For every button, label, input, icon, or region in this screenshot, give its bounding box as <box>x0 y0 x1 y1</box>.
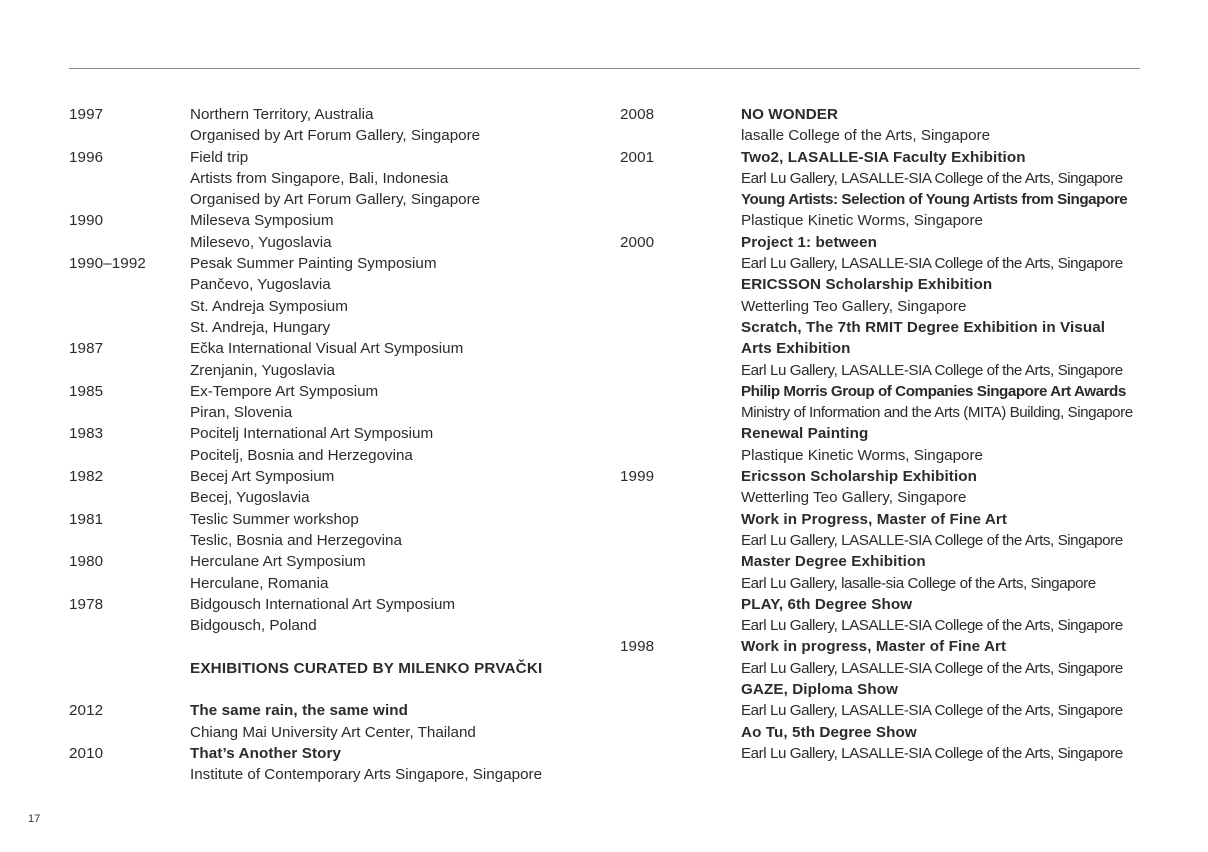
list-item <box>620 530 1200 551</box>
entry-year: 1987 <box>69 340 104 358</box>
entry-year: 1999 <box>620 468 655 486</box>
entry-year: 2012 <box>69 702 104 720</box>
list-item <box>69 338 609 359</box>
entry-text: lasalle College of the Arts, Singapore <box>741 127 991 145</box>
entry-year <box>620 679 741 700</box>
entry-text: Plastique Kinetic Worms, Singapore <box>741 446 983 464</box>
entry-year <box>620 743 741 764</box>
entry-year <box>620 594 741 615</box>
list-item <box>620 296 1200 317</box>
list-item <box>620 636 1200 657</box>
section-heading: EXHIBITIONS CURATED BY MILENKO PRVAČKI <box>190 659 543 677</box>
list-item <box>620 658 1200 679</box>
list-item <box>620 317 1200 338</box>
list-item <box>69 104 609 125</box>
entry-text: Herculane Art Symposium <box>190 553 366 571</box>
entry-text: Pocitelj International Art Symposium <box>190 425 434 443</box>
list-item <box>620 210 1200 231</box>
list-item <box>620 168 1200 189</box>
entry-text: Institute of Contemporary Arts Singapore, Singapore <box>190 766 543 784</box>
entry-year <box>620 615 741 636</box>
list-item <box>620 360 1200 381</box>
entry-text: Philip Morris Group of Companies Singapore Art Awards <box>741 382 1126 400</box>
entry-year <box>620 338 741 359</box>
entry-year: 2001 <box>620 148 655 166</box>
list-item <box>69 509 609 530</box>
entry-year <box>69 573 190 594</box>
entry-year: 1981 <box>69 510 104 528</box>
entry-text: Bidgousch, Poland <box>190 617 317 635</box>
list-item <box>69 296 609 317</box>
entry-text: Earl Lu Gallery, LASALLE-SIA College of the Arts, Singapore <box>741 361 1123 379</box>
entry-text: Earl Lu Gallery, LASALLE-SIA College of the Arts, Singapore <box>741 169 1123 187</box>
entry-year: 2000 <box>620 233 655 251</box>
list-item <box>69 700 609 721</box>
list-item <box>69 636 609 657</box>
entry-text: Plastique Kinetic Worms, Singapore <box>741 212 983 230</box>
list-item <box>69 274 609 295</box>
right-column <box>620 104 1200 764</box>
entry-year <box>69 722 190 743</box>
page-number: 17 <box>28 813 41 825</box>
entry-year <box>69 317 190 338</box>
list-item <box>69 232 609 253</box>
entry-year <box>620 551 741 572</box>
entry-year <box>69 764 190 785</box>
list-item <box>69 487 609 508</box>
list-item <box>620 381 1200 402</box>
entry-text: Ex-Tempore Art Symposium <box>190 382 379 400</box>
list-item <box>69 317 609 338</box>
entry-year <box>620 189 741 210</box>
entry-year <box>620 360 741 381</box>
entry-text: Pesak Summer Painting Symposium <box>190 255 437 273</box>
entry-year <box>69 274 190 295</box>
entry-text: ERICSSON Scholarship Exhibition <box>741 276 993 294</box>
list-item <box>620 743 1200 764</box>
list-item <box>69 551 609 572</box>
entry-text: Ao Tu, 5th Degree Show <box>741 723 917 741</box>
entry-text: Earl Lu Gallery, LASALLE-SIA College of the Arts, Singapore <box>741 255 1123 273</box>
entry-text: PLAY, 6th Degree Show <box>741 595 913 613</box>
list-item <box>620 232 1200 253</box>
entry-text: NO WONDER <box>741 106 839 123</box>
list-item <box>69 125 609 146</box>
entry-year <box>69 658 190 679</box>
entry-year <box>69 296 190 317</box>
entry-year <box>69 530 190 551</box>
entry-text: Master Degree Exhibition <box>741 553 926 571</box>
entry-year <box>69 487 190 508</box>
entry-text: Herculane, Romania <box>190 574 329 592</box>
list-item <box>620 466 1200 487</box>
list-item <box>69 573 609 594</box>
list-item <box>620 551 1200 572</box>
entry-year <box>620 487 741 508</box>
entry-year <box>620 658 741 679</box>
entry-year: 1990 <box>69 212 104 230</box>
entry-year <box>69 445 190 466</box>
entry-text: Earl Lu Gallery, LASALLE-SIA College of the Arts, Singapore <box>741 744 1123 762</box>
entry-year: 1982 <box>69 468 104 486</box>
entry-year <box>69 615 190 636</box>
entry-text: Piran, Slovenia <box>190 404 293 422</box>
entry-text: Milesevo, Yugoslavia <box>190 233 332 251</box>
entry-text: Mileseva Symposium <box>190 212 334 230</box>
entry-text: Earl Lu Gallery, LASALLE-SIA College of the Arts, Singapore <box>741 531 1123 549</box>
entry-text: Work in progress, Master of Fine Art <box>741 638 1007 656</box>
entry-year <box>620 445 741 466</box>
entry-text: St. Andreja Symposium <box>190 297 348 315</box>
entry-text: Becej Art Symposium <box>190 468 335 486</box>
list-item <box>69 423 609 444</box>
entry-text: Organised by Art Forum Gallery, Singapore <box>190 191 481 209</box>
entry-text: Ečka International Visual Art Symposium <box>190 340 464 358</box>
list-item <box>69 445 609 466</box>
entry-text: Renewal Painting <box>741 425 869 443</box>
list-item <box>69 466 609 487</box>
entry-text: Artists from Singapore, Bali, Indonesia <box>190 169 449 187</box>
entry-text: Pančevo, Yugoslavia <box>190 276 331 294</box>
entry-text: Scratch, The 7th RMIT Degree Exhibition in Visual <box>741 318 1106 336</box>
list-item <box>620 615 1200 636</box>
entry-text: Arts Exhibition <box>741 340 851 358</box>
list-item <box>620 445 1200 466</box>
list-item <box>620 402 1200 423</box>
entry-year: 2008 <box>620 106 655 123</box>
entry-text: Two2, LASALLE-SIA Faculty Exhibition <box>741 148 1026 166</box>
entry-text: Ericsson Scholarship Exhibition <box>741 468 978 486</box>
entry-year <box>620 210 741 231</box>
top-rule <box>69 68 1140 69</box>
entry-text: Northern Territory, Australia <box>190 106 374 123</box>
list-item <box>620 722 1200 743</box>
list-item <box>69 168 609 189</box>
entry-text: Wetterling Teo Gallery, Singapore <box>741 297 967 315</box>
list-item <box>620 253 1200 274</box>
entry-year <box>69 189 190 210</box>
entry-text: Wetterling Teo Gallery, Singapore <box>741 489 967 507</box>
entry-text: Pocitelj, Bosnia and Herzegovina <box>190 446 413 464</box>
entry-year: 1980 <box>69 553 104 571</box>
entry-text: Earl Lu Gallery, LASALLE-SIA College of the Arts, Singapore <box>741 659 1123 677</box>
list-item <box>620 125 1200 146</box>
entry-year: 1983 <box>69 425 104 443</box>
list-item <box>620 423 1200 444</box>
entry-year <box>620 125 741 146</box>
list-item <box>69 594 609 615</box>
list-item <box>620 147 1200 168</box>
entry-text: Field trip <box>190 148 249 166</box>
entry-text: Ministry of Information and the Arts (MITA) Building, Singapore <box>741 404 1133 422</box>
list-item <box>69 189 609 210</box>
entry-year <box>620 317 741 338</box>
entry-text: GAZE, Diploma Show <box>741 681 899 699</box>
entry-year <box>620 700 741 721</box>
entry-text: Bidgousch International Art Symposium <box>190 595 456 613</box>
list-item <box>69 253 609 274</box>
list-item <box>69 360 609 381</box>
entry-year <box>69 402 190 423</box>
entry-text: Becej, Yugoslavia <box>190 489 310 507</box>
list-item <box>69 764 609 785</box>
entry-year: 2010 <box>69 744 104 762</box>
entry-year: 1990–1992 <box>69 255 146 273</box>
list-item <box>69 679 609 700</box>
entry-text: Work in Progress, Master of Fine Art <box>741 510 1008 528</box>
entry-text: St. Andreja, Hungary <box>190 318 331 336</box>
list-item <box>69 743 609 764</box>
entry-year <box>620 402 741 423</box>
entry-text: That’s Another Story <box>190 744 342 762</box>
list-item <box>620 700 1200 721</box>
entry-year: 1997 <box>69 106 104 123</box>
entry-year: 1996 <box>69 148 104 166</box>
list-item <box>620 189 1200 210</box>
entry-year <box>69 232 190 253</box>
list-item <box>620 338 1200 359</box>
entry-year <box>620 530 741 551</box>
list-item <box>69 381 609 402</box>
entry-year <box>620 573 741 594</box>
entry-text: Young Artists: Selection of Young Artists from Singapore <box>741 191 1128 209</box>
entry-year <box>69 360 190 381</box>
entry-year <box>620 168 741 189</box>
left-column <box>69 104 609 786</box>
list-item <box>69 402 609 423</box>
entry-text: Teslic, Bosnia and Herzegovina <box>190 531 402 549</box>
entry-text: The same rain, the same wind <box>190 702 409 720</box>
list-item <box>69 722 609 743</box>
entry-text: Teslic Summer workshop <box>190 510 359 528</box>
list-item <box>69 147 609 168</box>
list-item <box>620 509 1200 530</box>
entry-text: Earl Lu Gallery, LASALLE-SIA College of the Arts, Singapore <box>741 617 1123 635</box>
list-item <box>620 594 1200 615</box>
entry-year <box>620 509 741 530</box>
list-item <box>620 573 1200 594</box>
list-item <box>69 530 609 551</box>
entry-text: Earl Lu Gallery, lasalle-sia College of the Arts, Singapore <box>741 574 1096 592</box>
entry-text: Chiang Mai University Art Center, Thailand <box>190 723 476 741</box>
entry-year <box>620 296 741 317</box>
entry-text: Zrenjanin, Yugoslavia <box>190 361 335 379</box>
entry-year <box>620 722 741 743</box>
entry-year <box>620 253 741 274</box>
list-item <box>620 487 1200 508</box>
entry-year <box>69 125 190 146</box>
entry-year <box>620 381 741 402</box>
entry-year: 1998 <box>620 638 655 656</box>
list-item <box>69 210 609 231</box>
list-item <box>69 615 609 636</box>
entry-year <box>620 274 741 295</box>
list-item <box>620 679 1200 700</box>
list-item <box>620 274 1200 295</box>
entry-text: Earl Lu Gallery, LASALLE-SIA College of the Arts, Singapore <box>741 702 1123 720</box>
list-item <box>620 104 1200 125</box>
entry-year: 1978 <box>69 595 104 613</box>
entry-text: Project 1: between <box>741 233 877 251</box>
list-item <box>69 658 609 679</box>
entry-year <box>69 168 190 189</box>
entry-text: Organised by Art Forum Gallery, Singapore <box>190 127 481 145</box>
entry-year <box>620 423 741 444</box>
entry-year: 1985 <box>69 382 104 400</box>
